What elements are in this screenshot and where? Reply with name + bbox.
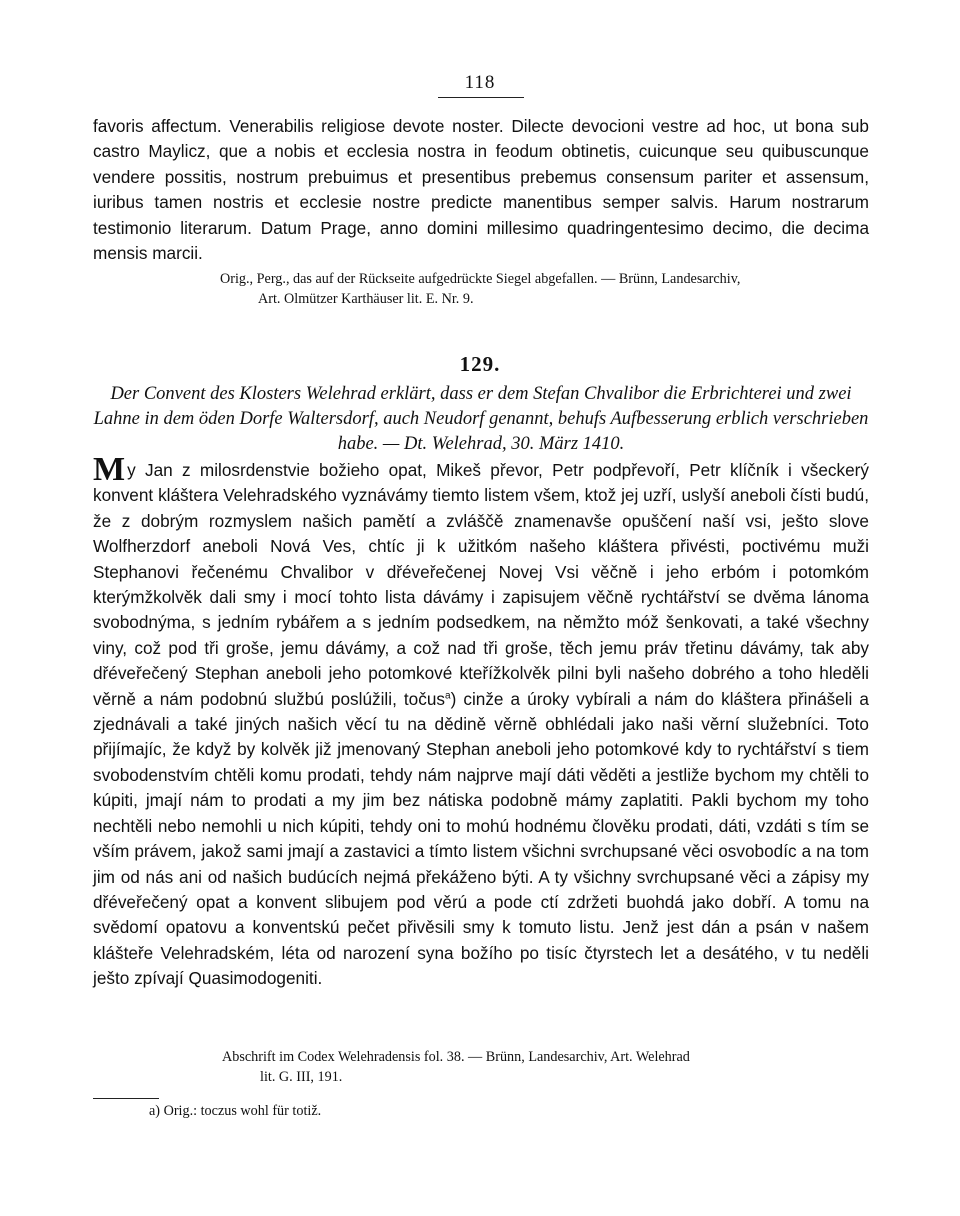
source-note-line: Orig., Perg., das auf der Rückseite aufgedrückte Siegel abgefallen. — Brünn, Landesarchiv,: [220, 271, 741, 287]
previous-document-source-note: [220, 270, 870, 309]
previous-document-continuation: [93, 114, 869, 266]
initial-letter: M: [93, 451, 126, 488]
document-number: 129.: [459, 352, 501, 376]
previous-document-text: favoris affectum. Venerabilis religiose devote noster. Dilecte devocioni vestre ad hoc, ut bona sub castro Maylicz, que a nobis et ecclesia nostra in feodum obtinetis, cuicunque seu quibuscunque vendere possitis, nostrum prebuimus et presentibus prebemus consensum pariter et assensum, iuribus tamen nostris et ecclesie nostre predicte manentibus semper salvis. Harum nostrarum testimonio literarum. Datum Prage, anno domini millesimo quadringentesimo decimo, die decima mensis marcii.: [93, 116, 869, 264]
document-regest: Der Convent des Klosters Welehrad erklärt, dass er dem Stefan Chvalibor die Erbrichterei und zwei Lahne in dem öden Dorfe Waltersdorf, auch Neudorf genannt, behufs Aufbesserung erblich verschrieben habe. — Dt. Welehrad, 30. März 1410.: [93, 384, 869, 454]
footnote-text: Orig.: toczus wohl für totiž.: [163, 1103, 322, 1119]
body-text-part: ) cinže a úroky vybírali a nám do kláštera přinášeli a zjednávali a také jiných našich věcí tu na dědině věrně obhlédali jako naši věrní služebníci. Toto přijímajíc, že když by kolvěk již jmenovaný Stephan aneboli jeho potomkové kdy to rychtářství s tiem svobodenstvím chtěli komu prodati, tehdy nám najprve mají dáti věděti a jestliže bychom my chtěli to kúpiti, jmají nám to prodati a my jim bez nátiska podobně mámy zaplatiti. Pakli bychom my toho nechtěli nebo nemohli u nich kúpiti, tehdy oni to mohú hodnému člověku prodati, dáti, vzdáti s tím se vším právem, jakož sami jmají a zastavici a tímto listem všichni svrchupsané věci osvobodíc a na tom jim od nás ani od našich budúcích nejmá překáženo býti. A ty všichny svrchupsané věci a zápisy my dřéveřečený opat a konvent slibujem pod věrú a pode ctí zdržeti buohdá jako dobří. A tomu na svědomí opatovu a konventskú pečet přivěsili smy k tomuto listu. Jenž jest dán a psán v našem klášteře Velehradském, léta od narození syna božího po tisíc čtyrstech let a desátého, v tu neděli ješto zpívají Quasimodogeniti.: [93, 688, 869, 989]
source-note-line: lit. G. III, 191.: [260, 1068, 343, 1085]
footnote-mark: a): [149, 1103, 161, 1119]
body-text-part: y Jan z milosrdenstvie božieho opat, Mikeš převor, Petr podpřevoří, Petr klíčník i všeckerý konvent kláštera Velehradského vyznávámy tiemto listem všem, ktož jej uzří, uslyší aneboli čísti budú, že z dobrým rozmyslem našich pamětí a zvláščě znamenavše opuščení naší vsi, ješto slove Wolfherzdorf aneboli Nová Ves, chtíc ji k užitkóm našeho kláštera přivésti, poctivému muži Stephanovi řečenému Chvalibor v dřéveřečenej Novej Vsi věčně i jeho erbóm i potomkóm kterýmžkolvěk dali smy i mocí tohto lista dávámy i zapisujem věčně rychtářství se dvěma lánoma svobodnýma, s jedním rybářem a s jedním podsedkem, na němžto móž šenkovati, a také všechny viny, což pod tři groše, jemu dávámy, a což nad tři groše, těch jemu práv třetinu dávámy, tak aby dřéveřečený Stephan aneboli jeho potomkové kteřížkolvěk pilni byli našeho dobrého a toho hleděli věrně a nám podobnú službú poslúžili, točus: [93, 460, 869, 709]
document-source-note: [222, 1048, 870, 1087]
source-note-line: Abschrift im Codex Welehradensis fol. 38. — Brünn, Landesarchiv, Art. Welehrad: [222, 1049, 690, 1065]
footnote-reference: a: [445, 689, 451, 701]
page-number-rule: [438, 97, 524, 98]
document-body: [93, 451, 869, 992]
footnote-rule: [93, 1098, 159, 1099]
page-number: 118: [464, 72, 496, 93]
source-note-line: Art. Olmützer Karthäuser lit. E. Nr. 9.: [258, 290, 474, 307]
footnote: [149, 1102, 321, 1121]
document-body-text: [93, 451, 869, 992]
